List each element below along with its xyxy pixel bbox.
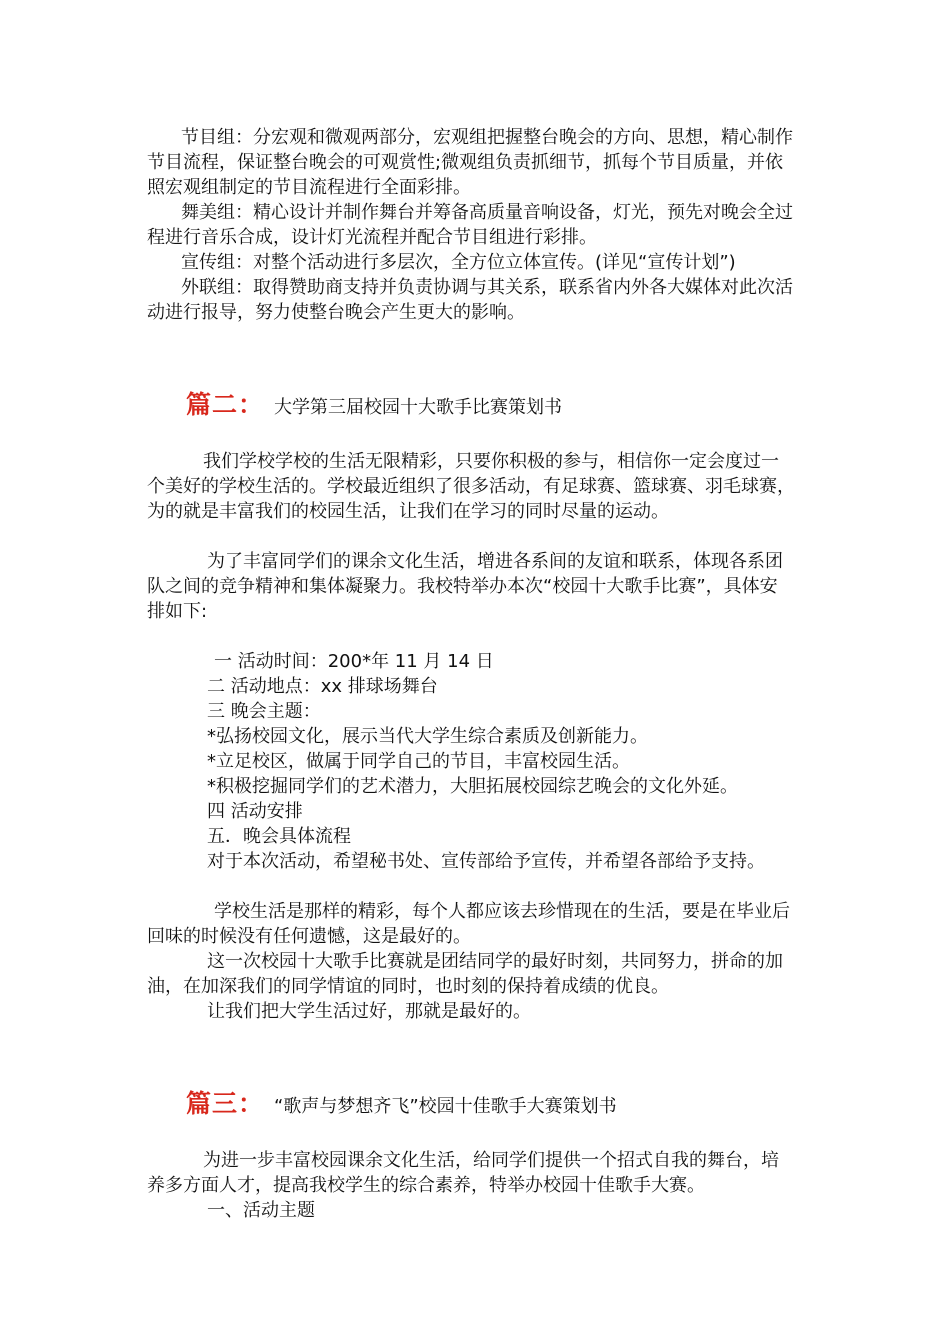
paragraph-line: 让我们把大学生活过好，那就是最好的。 [207,1001,531,1022]
paragraph-line: 排如下: [147,601,208,622]
paragraph-line: 养多方面人才，提高我校学生的综合素养，特举办校园十佳歌手大赛。 [147,1175,705,1196]
section-title: 大学第三届校园十大歌手比赛策划书 [274,397,563,418]
list-item: *积极挖掘同学们的艺术潜力，大胆拓展校园综艺晚会的文化外延。 [207,776,738,797]
list-item: 五．晚会具体流程 [207,826,351,847]
list-item: 四 活动安排 [207,801,303,822]
list-item: 二 活动地点：xx 排球场舞台 [207,676,438,697]
paragraph-line: 这一次校园十大歌手比赛就是团结同学的最好时刻，共同努力，拼命的加 [207,951,783,972]
paragraph-line: 外联组：取得赞助商支持并负责协调与其关系，联系省内外各大媒体对此次活 [181,277,793,298]
paragraph-line: 学校生活是那样的精彩，每个人都应该去珍惜现在的生活，要是在毕业后 [214,901,790,922]
paragraph-line: 节目组：分宏观和微观两部分，宏观组把握整台晚会的方向、思想，精心制作 [181,127,793,148]
section-label: 篇二： [186,390,265,419]
paragraph-line: 程进行音乐合成，设计灯光流程并配合节目组进行彩排。 [147,227,597,248]
paragraph-line: 一、活动主题 [207,1200,315,1221]
list-item: 对于本次活动，希望秘书处、宣传部给予宣传，并希望各部给予支持。 [207,851,765,872]
paragraph-line: 动进行报导，努力使整台晚会产生更大的影响。 [147,302,525,323]
paragraph-line: 为进一步丰富校园课余文化生活，给同学们提供一个招式自我的舞台，培 [203,1150,779,1171]
paragraph-line: 个美好的学校生活的。学校最近组织了很多活动，有足球赛、篮球赛、羽毛球赛， [147,476,795,497]
paragraph-line: 油，在加深我们的同学情谊的同时，也时刻的保持着成绩的优良。 [147,976,669,997]
paragraph-line: 照宏观组制定的节目流程进行全面彩排。 [147,177,471,198]
paragraph-line: 宣传组：对整个活动进行多层次，全方位立体宣传。(详见“宣传计划”) [181,252,736,273]
paragraph-line: 我们学校学校的生活无限精彩，只要你积极的参与，相信你一定会度过一 [203,451,779,472]
paragraph-line: 为的就是丰富我们的校园生活，让我们在学习的同时尽量的运动。 [147,501,669,522]
section-title: “歌声与梦想齐飞”校园十佳歌手大赛策划书 [274,1096,617,1117]
paragraph-line: 节目流程，保证整台晚会的可观赏性;微观组负责抓细节，抓每个节目质量，并依 [147,152,784,173]
paragraph-line: 舞美组：精心设计并制作舞台并筹备高质量音响设备，灯光，预先对晚会全过 [181,202,793,223]
list-item: 三 晚会主题： [207,701,321,722]
list-item: *立足校区，做属于同学自己的节目，丰富校园生活。 [207,751,630,772]
section-heading [186,385,562,421]
paragraph-line: 队之间的竞争精神和集体凝聚力。我校特举办本次“校园十大歌手比赛”，具体安 [147,576,778,597]
list-item: 一 活动时间：200*年 11 月 14 日 [214,651,494,672]
section-label: 篇三： [186,1089,265,1118]
section-heading [186,1084,617,1120]
paragraph-line: 为了丰富同学们的课余文化生活，增进各系间的友谊和联系，体现各系团 [207,551,783,572]
paragraph-line: 回味的时候没有任何遗憾，这是最好的。 [147,926,471,947]
list-item: *弘扬校园文化，展示当代大学生综合素质及创新能力。 [207,726,648,747]
